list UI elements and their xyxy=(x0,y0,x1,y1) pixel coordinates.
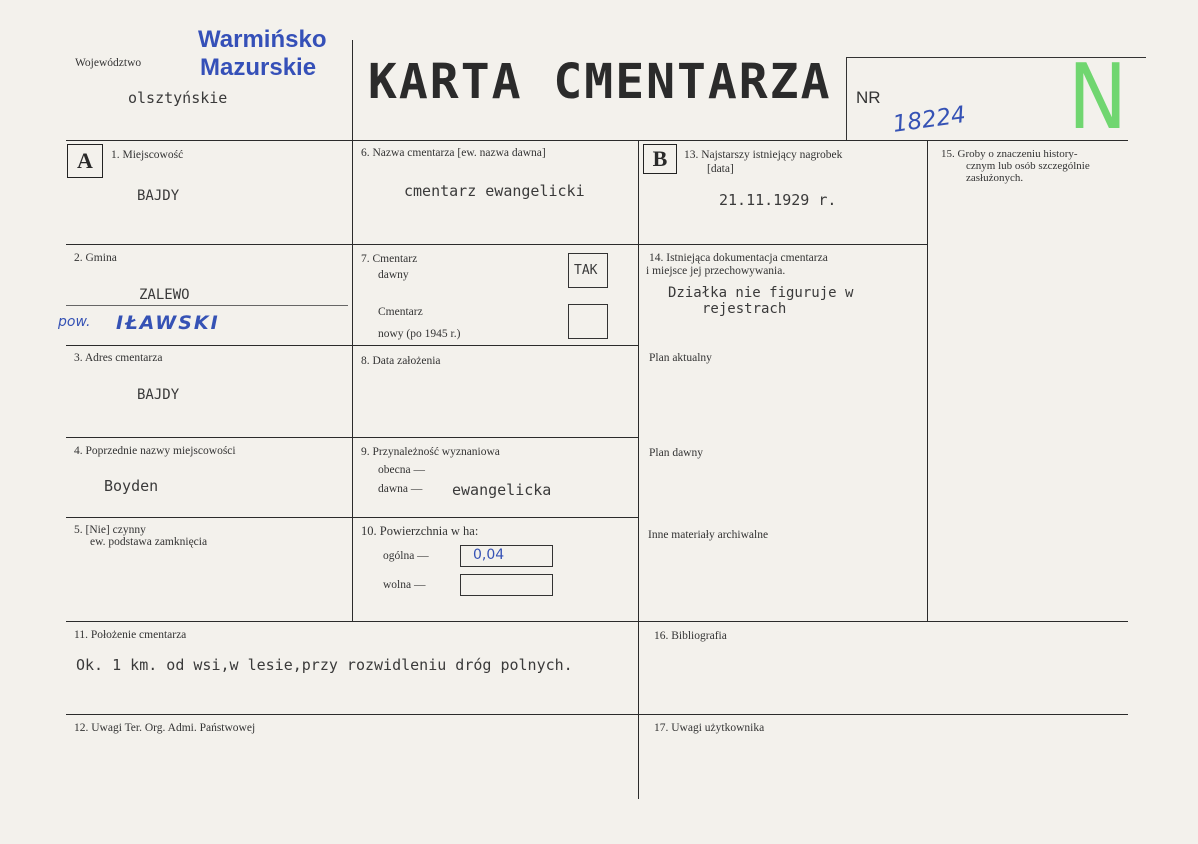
field-11-value: Ok. 1 km. od wsi,w lesie,przy rozwidleniu dróg polnych. xyxy=(76,656,573,674)
row-divider xyxy=(66,714,1128,715)
field-4-label: 4. Poprzednie nazwy miejscowości xyxy=(74,445,236,457)
field-11-label: 11. Położenie cmentarza xyxy=(74,629,187,641)
field-14-label-line2: i miejsce jej przechowywania. xyxy=(646,265,786,277)
voivodeship-label: Województwo xyxy=(75,57,142,69)
plan-current-label: Plan aktualny xyxy=(649,352,712,364)
card-title: KARTA CMENTARZA xyxy=(368,54,832,110)
row-divider xyxy=(66,437,638,438)
row-divider xyxy=(66,345,638,346)
field-10-total-value: 0,04 xyxy=(473,547,505,563)
field-10-total-label: ogólna — xyxy=(383,550,429,562)
field-10-free-box xyxy=(460,574,553,596)
row-divider xyxy=(66,517,638,518)
new-cemetery-box xyxy=(568,304,608,339)
field-13-label-line1: 13. Najstarszy istniejący nagrobek xyxy=(684,149,843,161)
field-9-former-label: dawna — xyxy=(378,483,423,495)
old-cemetery-box xyxy=(568,253,608,288)
field-9-current-label: obecna — xyxy=(378,464,425,476)
row-divider xyxy=(66,621,1128,622)
field-13-label-line2: [data] xyxy=(707,163,734,175)
voivodeship-typed: olsztyńskie xyxy=(128,89,228,107)
field-5-label-line2: ew. podstawa zamknięcia xyxy=(90,536,208,548)
field-9-former-value: ewangelicka xyxy=(452,481,552,499)
field-6-label: 6. Nazwa cmentarza [ew. nazwa dawna] xyxy=(361,147,546,159)
voivodeship-stamp-line2: Mazurskie xyxy=(200,54,317,81)
category-mark: N xyxy=(1068,45,1128,150)
nr-label: NR xyxy=(856,88,881,107)
header-divider xyxy=(66,140,1128,141)
field-2-label: 2. Gmina xyxy=(74,252,117,264)
field-15-label-line2: cznym lub osób szczególnie xyxy=(966,160,1090,172)
old-cemetery-value: TAK xyxy=(574,263,598,278)
section-a-marker: A xyxy=(67,144,103,178)
field-1-label: 1. Miejscowość xyxy=(111,149,184,161)
field-14-label-line1: 14. Istniejąca dokumentacja cmentarza xyxy=(649,252,828,264)
field-15-label-line1: 15. Groby o znaczeniu history- xyxy=(941,148,1078,160)
field-1-value: BAJDY xyxy=(137,188,180,204)
field-2-value: ZALEWO xyxy=(139,287,190,303)
field-7-label-line4: nowy (po 1945 r.) xyxy=(378,328,461,340)
field-13-value: 21.11.1929 r. xyxy=(719,191,837,209)
field-2-handwritten-value: IŁAWSKI xyxy=(116,312,220,334)
field-12-label: 12. Uwagi Ter. Org. Admi. Państwowej xyxy=(74,722,256,734)
voivodeship-stamp-line1: Warmińsko xyxy=(198,26,327,53)
field-6-value: cmentarz ewangelicki xyxy=(404,182,585,200)
field-3-value: BAJDY xyxy=(137,387,180,403)
field-14-value-line2: rejestrach xyxy=(702,301,787,317)
field-3-label: 3. Adres cmentarza xyxy=(74,352,163,364)
field-4-value: Boyden xyxy=(104,477,159,495)
column-divider-3 xyxy=(927,140,928,621)
column-divider-2 xyxy=(638,140,639,799)
field-8-label: 8. Data założenia xyxy=(361,355,441,367)
column-divider-1 xyxy=(352,40,353,621)
field-10-label: 10. Powierzchnia w ha: xyxy=(361,524,479,538)
other-materials-label: Inne materiały archiwalne xyxy=(648,529,769,541)
row-divider xyxy=(352,244,638,245)
row-divider xyxy=(66,244,352,245)
field-10-free-label: wolna — xyxy=(383,579,426,591)
section-b-marker: B xyxy=(643,144,677,174)
field-9-label: 9. Przynależność wyznaniowa xyxy=(361,446,500,458)
field-10-total-box xyxy=(460,545,553,567)
field-7-label-line3: Cmentarz xyxy=(378,306,423,318)
field-2-handwritten-prefix: pow. xyxy=(58,314,91,330)
field-7-label-line2: dawny xyxy=(378,269,409,281)
field-7-label-line1: 7. Cmentarz xyxy=(361,253,418,265)
field-14-value-line1: Działka nie figuruje w xyxy=(668,285,854,301)
field-16-label: 16. Bibliografia xyxy=(654,630,727,642)
field-5-label-line1: 5. [Nie] czynny xyxy=(74,524,146,536)
field-2-underline xyxy=(66,305,348,306)
field-15-label-line3: zasłużonych. xyxy=(966,172,1024,184)
row-divider xyxy=(638,244,927,245)
nr-value: 18224 xyxy=(891,101,968,138)
field-17-label: 17. Uwagi użytkownika xyxy=(654,722,765,734)
plan-old-label: Plan dawny xyxy=(649,447,703,459)
